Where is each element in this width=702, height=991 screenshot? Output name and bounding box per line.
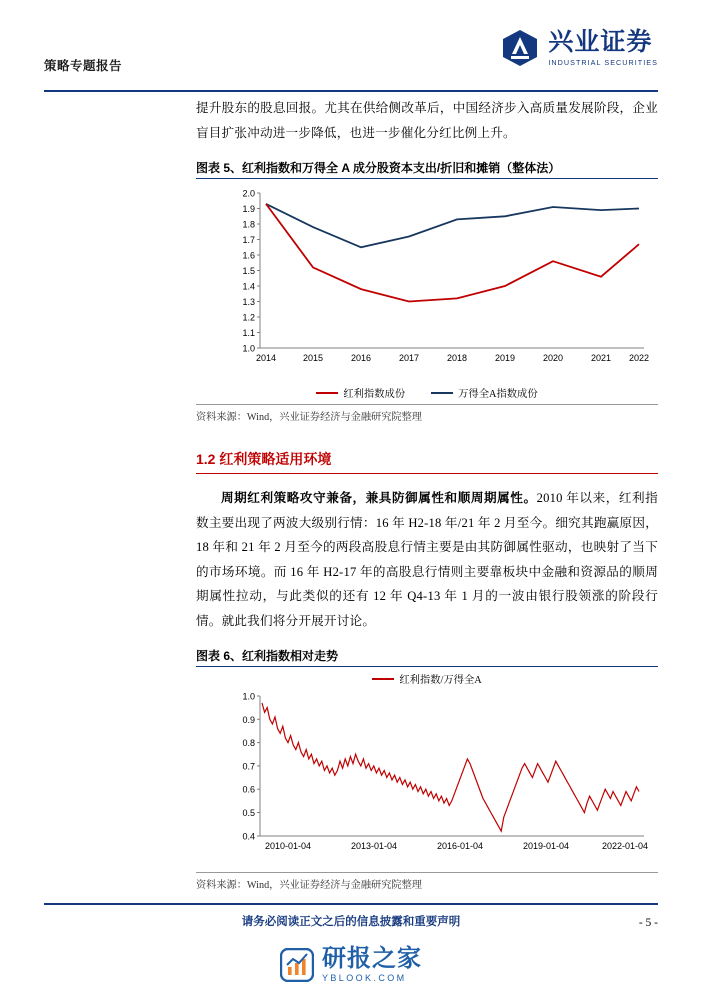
svg-text:2013-01-04: 2013-01-04 (350, 841, 398, 852)
logo-cn: 兴业证券 (548, 27, 653, 56)
chart-6-svg (196, 688, 658, 868)
svg-text:1.9: 1.9 (242, 204, 255, 215)
svg-text:2015: 2015 (302, 353, 324, 364)
report-label: 策略专题报告 (44, 59, 123, 73)
chart-5-svg (196, 183, 658, 383)
legend-swatch-blue (431, 392, 453, 394)
watermark (280, 947, 422, 983)
exhibit-6 (196, 647, 658, 891)
svg-text:2014: 2014 (255, 353, 277, 364)
legend-label-1: 万得全A指数成份 (458, 389, 538, 401)
legend-item-dividend-index (316, 385, 405, 400)
svg-text:0.9: 0.9 (242, 715, 255, 726)
legend-item-wind-all-a (431, 385, 538, 400)
page-content (196, 96, 658, 891)
section-heading-1-2: 1.2 红利策略适用环境 (196, 451, 332, 468)
svg-text:0.7: 0.7 (242, 761, 255, 772)
watermark-text (322, 947, 422, 983)
legend-swatch-red (316, 392, 338, 394)
exhibit-5 (196, 159, 658, 423)
svg-text:2010-01-04: 2010-01-04 (264, 841, 312, 852)
chart-relative-trend (196, 671, 658, 868)
svg-text:1.3: 1.3 (242, 297, 255, 308)
svg-text:2016: 2016 (350, 353, 372, 364)
svg-text:1.6: 1.6 (242, 250, 255, 261)
footer-disclaimer: 请务必阅读正文之后的信息披露和重要声明 (241, 916, 461, 928)
chart-bars-icon (280, 948, 314, 982)
svg-text:1.0: 1.0 (242, 343, 255, 354)
svg-text:0.8: 0.8 (242, 738, 255, 749)
svg-text:2019-01-04: 2019-01-04 (522, 841, 570, 852)
paragraph-2-lead: 周期红利策略攻守兼备，兼具防御属性和顺周期属性。 (221, 491, 537, 506)
exhibit-5-divider (196, 178, 658, 179)
svg-text:2016-01-04: 2016-01-04 (436, 841, 484, 852)
logo-text (548, 27, 658, 67)
svg-text:0.4: 0.4 (242, 831, 255, 842)
svg-text:0.6: 0.6 (242, 785, 255, 796)
paragraph-2 (196, 486, 658, 633)
svg-text:1.7: 1.7 (242, 235, 255, 246)
svg-text:2018: 2018 (446, 353, 468, 364)
chart-6-legend (196, 671, 658, 686)
watermark-cn: 研报之家 (322, 945, 422, 972)
paragraph-2-rest: 2010 年以来，红利指数主要出现了两波大级别行情：16 年 H2-18 年/21 年 2 月至今。细究其跑赢原因，18 年和 21 年 2 月至今的两段高股息行情主要是由其防御属性驱动，也映射了当下的市场环境。而 16 年 H2-17 年的高股息行情则主要靠板块中金融和资源品的顺周期属性拉动，与此类似的还有 12 年 Q4-13 年 1 月的一波由银行股领涨的阶段行情。就此我们将分开展开讨论。 (196, 491, 658, 628)
svg-text:2021: 2021 (590, 353, 612, 364)
chart-5-legend (196, 385, 658, 400)
exhibit-6-source: 资料来源：Wind，兴业证券经济与金融研究院整理 (196, 872, 658, 891)
paragraph-1: 提升股东的股息回报。尤其在供给侧改革后，中国经济步入高质量发展阶段，企业盲目扩张冲动进一步降低，也进一步催化分红比例上升。 (196, 101, 658, 140)
logo-mark-icon (500, 28, 540, 68)
svg-text:1.0: 1.0 (242, 691, 255, 702)
exhibit-5-source: 资料来源：Wind，兴业证券经济与金融研究院整理 (196, 404, 658, 423)
svg-text:1.5: 1.5 (242, 266, 255, 277)
svg-text:2022: 2022 (628, 353, 650, 364)
footer-divider (44, 903, 658, 905)
svg-text:1.1: 1.1 (242, 328, 255, 339)
chart-capex-depreciation (196, 183, 658, 400)
svg-text:2017: 2017 (398, 353, 420, 364)
exhibit-6-title: 图表 6、红利指数相对走势 (196, 649, 339, 664)
section-heading-divider (196, 473, 658, 474)
svg-text:1.4: 1.4 (242, 281, 255, 292)
watermark-en: YBLOOK.COM (322, 973, 407, 983)
svg-text:1.8: 1.8 (242, 219, 255, 230)
page-number: - 5 - (638, 917, 658, 929)
svg-text:2020: 2020 (542, 353, 564, 364)
exhibit-6-divider (196, 666, 658, 667)
logo-en: INDUSTRIAL SECURITIES (548, 57, 658, 67)
svg-text:1.2: 1.2 (242, 312, 255, 323)
svg-text:0.5: 0.5 (242, 808, 255, 819)
svg-text:2.0: 2.0 (242, 188, 255, 199)
legend-swatch-red-2 (372, 678, 394, 680)
page-header (44, 28, 658, 90)
header-divider (44, 90, 658, 92)
exhibit-5-title: 图表 5、红利指数和万得全 A 成分股资本支出/折旧和摊销（整体法） (196, 161, 561, 176)
svg-text:2022-01-04: 2022-01-04 (601, 841, 649, 852)
company-logo (500, 28, 658, 68)
legend-item-relative (372, 671, 481, 686)
legend-label-0: 红利指数成份 (343, 389, 406, 401)
legend-label-6-0: 红利指数/万得全A (399, 675, 482, 687)
svg-text:2019: 2019 (494, 353, 516, 364)
